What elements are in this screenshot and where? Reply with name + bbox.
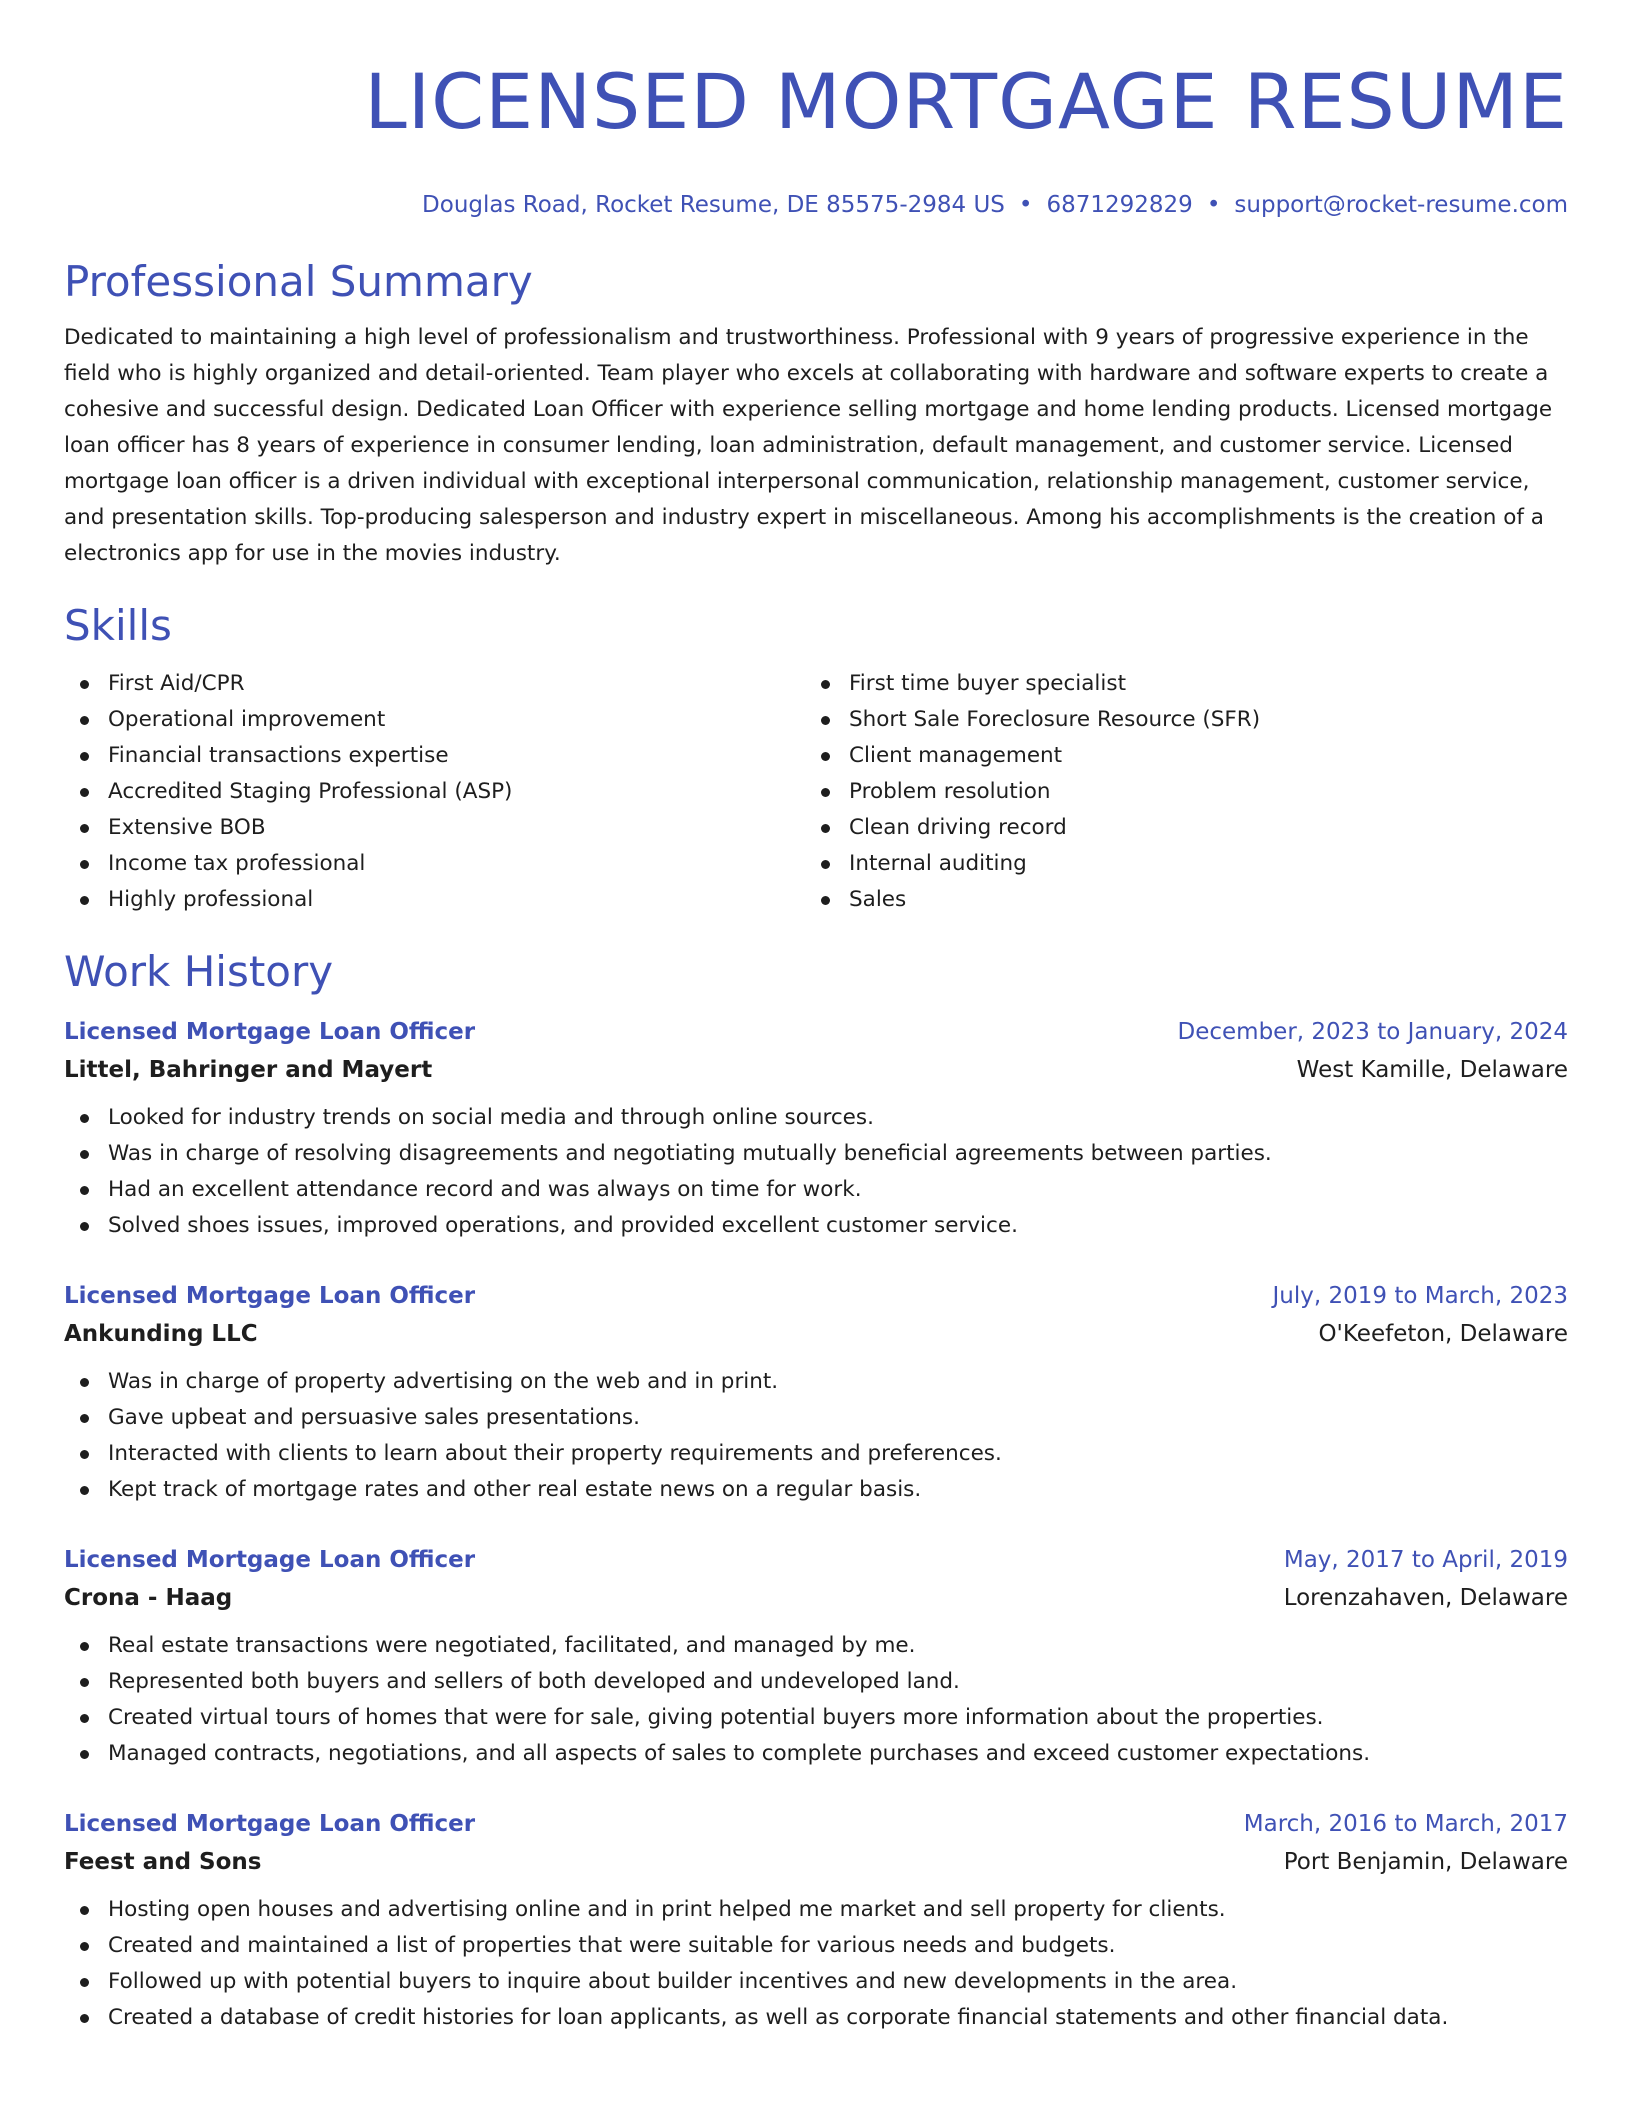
- skill-item: Extensive BOB: [64, 810, 805, 846]
- job-employer-row: [64, 1050, 1568, 1090]
- job-title: Licensed Mortgage Loan Officer: [64, 1547, 476, 1573]
- job-duty-item: Created a database of credit histories for loan applicants, as well as corporate financial statements and other financial data.: [64, 2000, 1568, 2036]
- job-entry: [64, 1278, 1568, 1508]
- job-entry: [64, 1542, 1568, 1772]
- summary-heading: Professional Summary: [64, 257, 533, 306]
- job-entry: [64, 1806, 1568, 2036]
- summary-text: Dedicated to maintaining a high level of professionalism and trustworthiness. Professional with 9 years of progressive experience in the field who is highly organized and detail-oriented. Team player who excels at collaborating with hardware and software experts to create a cohesive and successful design. Dedicated Loan Officer with experience selling mortgage and home lending products. Licensed mortgage loan officer has 8 years of experience in consumer lending, loan administration, default management, and customer service. Licensed mortgage loan officer is a driven individual with exceptional interpersonal communication, relationship management, customer service, and presentation skills. Top-producing salesperson and industry expert in miscellaneous. Among his accomplishments is the creation of a electronics app for use in the movies industry.: [64, 325, 1553, 566]
- summary-section: [64, 256, 1568, 572]
- work-history-heading: Work History: [64, 947, 334, 996]
- job-dates: July, 2019 to March, 2023: [1272, 1283, 1568, 1309]
- skills-list-left: [64, 666, 805, 918]
- skill-item: Problem resolution: [805, 774, 1546, 810]
- contact-address: Douglas Road, Rocket Resume, DE 85575-2984 US: [422, 192, 1005, 218]
- job-duty-item: Looked for industry trends on social media and through online sources.: [64, 1100, 1568, 1136]
- job-company: Littel, Bahringer and Mayert: [64, 1057, 433, 1083]
- job-company: Ankunding LLC: [64, 1321, 258, 1347]
- skill-item: Operational improvement: [64, 702, 805, 738]
- contact-line: [64, 190, 1568, 220]
- skills-section: [64, 600, 1568, 918]
- job-location: West Kamille, Delaware: [1296, 1057, 1568, 1083]
- job-header-row: [64, 1806, 1568, 1842]
- job-entry: [64, 1014, 1568, 1244]
- job-employer-row: [64, 1578, 1568, 1618]
- job-duty-item: Kept track of mortgage rates and other real estate news on a regular basis.: [64, 1472, 1568, 1508]
- resume-title: LICENSED MORTGAGE RESUME: [364, 57, 1568, 146]
- skill-item: Financial transactions expertise: [64, 738, 805, 774]
- skills-column-right: [805, 666, 1546, 918]
- job-duty-item: Solved shoes issues, improved operations, and provided excellent customer service.: [64, 1208, 1568, 1244]
- contact-email[interactable]: support@rocket-resume.com: [1234, 192, 1568, 218]
- job-duty-item: Interacted with clients to learn about their property requirements and preferences.: [64, 1436, 1568, 1472]
- job-duty-item: Created and maintained a list of properties that were suitable for various needs and budgets.: [64, 1928, 1568, 1964]
- job-header-row: [64, 1014, 1568, 1050]
- contact-phone: 6871292829: [1046, 192, 1193, 218]
- contact-separator: •: [1018, 192, 1033, 218]
- job-duty-item: Represented both buyers and sellers of both developed and undeveloped land.: [64, 1664, 1568, 1700]
- job-duty-item: Gave upbeat and persuasive sales presentations.: [64, 1400, 1568, 1436]
- skill-item: Highly professional: [64, 882, 805, 918]
- job-duty-item: Was in charge of property advertising on the web and in print.: [64, 1364, 1568, 1400]
- work-history-section: [64, 946, 1568, 2036]
- skill-item: First Aid/CPR: [64, 666, 805, 702]
- skills-grid: [64, 666, 1568, 918]
- skill-item: Sales: [805, 882, 1546, 918]
- job-title: Licensed Mortgage Loan Officer: [64, 1019, 476, 1045]
- job-title: Licensed Mortgage Loan Officer: [64, 1283, 476, 1309]
- job-company: Feest and Sons: [64, 1849, 262, 1875]
- job-duty-item: Had an excellent attendance record and was always on time for work.: [64, 1172, 1568, 1208]
- job-header-row: [64, 1278, 1568, 1314]
- job-employer-row: [64, 1314, 1568, 1354]
- skills-list-right: [805, 666, 1546, 918]
- skill-item: Internal auditing: [805, 846, 1546, 882]
- job-duties-list: [64, 1100, 1568, 1244]
- skill-item: Short Sale Foreclosure Resource (SFR): [805, 702, 1546, 738]
- job-duty-item: Hosting open houses and advertising online and in print helped me market and sell property for clients.: [64, 1892, 1568, 1928]
- job-dates: December, 2023 to January, 2024: [1177, 1019, 1568, 1045]
- job-location: Port Benjamin, Delaware: [1283, 1849, 1568, 1875]
- job-duty-item: Followed up with potential buyers to inquire about builder incentives and new developments in the area.: [64, 1964, 1568, 2000]
- job-employer-row: [64, 1842, 1568, 1882]
- job-header-row: [64, 1542, 1568, 1578]
- skill-item: Client management: [805, 738, 1546, 774]
- skills-column-left: [64, 666, 805, 918]
- job-duty-item: Managed contracts, negotiations, and all aspects of sales to complete purchases and exceed customer expectations.: [64, 1736, 1568, 1772]
- job-dates: March, 2016 to March, 2017: [1243, 1811, 1568, 1837]
- resume-header: [64, 56, 1568, 220]
- job-duties-list: [64, 1364, 1568, 1508]
- job-duty-item: Real estate transactions were negotiated, facilitated, and managed by me.: [64, 1628, 1568, 1664]
- skill-item: Clean driving record: [805, 810, 1546, 846]
- job-duty-item: Created virtual tours of homes that were for sale, giving potential buyers more information about the properties.: [64, 1700, 1568, 1736]
- job-duties-list: [64, 1628, 1568, 1772]
- job-location: Lorenzahaven, Delaware: [1283, 1585, 1568, 1611]
- skill-item: First time buyer specialist: [805, 666, 1546, 702]
- job-duty-item: Was in charge of resolving disagreements and negotiating mutually beneficial agreements between parties.: [64, 1136, 1568, 1172]
- skill-item: Accredited Staging Professional (ASP): [64, 774, 805, 810]
- job-duties-list: [64, 1892, 1568, 2036]
- skill-item: Income tax professional: [64, 846, 805, 882]
- contact-separator: •: [1206, 192, 1221, 218]
- skills-heading: Skills: [64, 601, 172, 650]
- job-location: O'Keefeton, Delaware: [1318, 1321, 1568, 1347]
- job-dates: May, 2017 to April, 2019: [1283, 1547, 1568, 1573]
- job-company: Crona - Haag: [64, 1585, 233, 1611]
- job-title: Licensed Mortgage Loan Officer: [64, 1811, 476, 1837]
